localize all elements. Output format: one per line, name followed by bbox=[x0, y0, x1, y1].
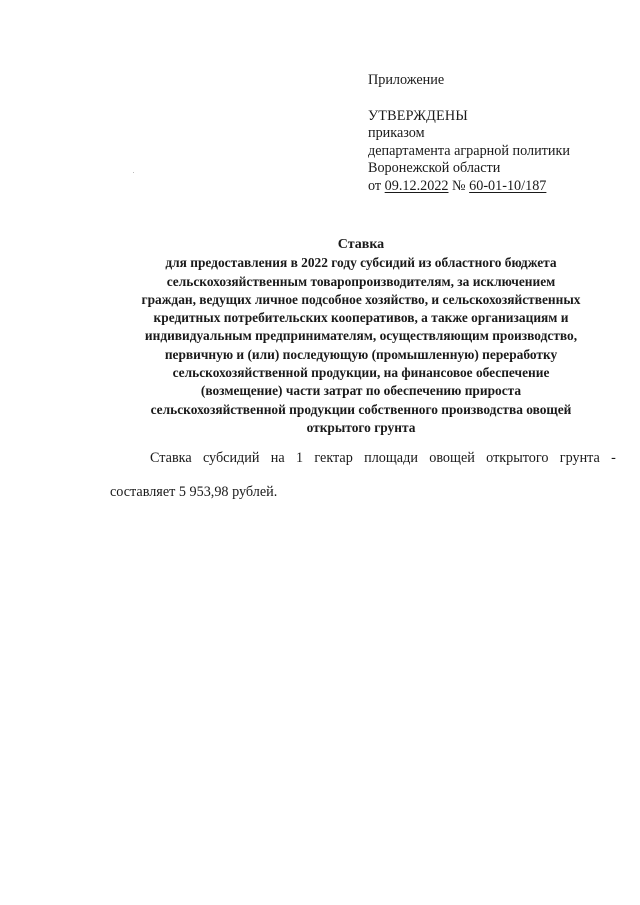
word: овощей bbox=[429, 450, 475, 466]
by-order-label: приказом bbox=[368, 125, 425, 141]
title-line: открытого грунта bbox=[306, 419, 416, 435]
paragraph-line-1 bbox=[110, 450, 616, 467]
word: - bbox=[611, 450, 616, 466]
word: субсидий bbox=[202, 450, 260, 466]
number-sign: № bbox=[452, 177, 466, 194]
title-line: для предоставления в 2022 году субсидий из областного бюджета bbox=[165, 255, 557, 271]
title-line: (возмещение) части затрат по обеспечению прироста bbox=[200, 383, 522, 399]
scan-speck bbox=[133, 172, 134, 173]
body-paragraph bbox=[110, 450, 616, 501]
title-line: сельскохозяйственной продукции, на финансовое обеспечение bbox=[172, 365, 550, 381]
word: Ставка bbox=[150, 450, 192, 466]
title-line: кредитных потребительских кооперативов, а также организациям и bbox=[153, 310, 569, 326]
word: открытого bbox=[486, 450, 549, 466]
approved-label: УТВЕРЖДЕНЫ bbox=[368, 107, 468, 124]
title-line: сельскохозяйственной продукции собственного производства овощей bbox=[150, 401, 572, 417]
appendix-label: Приложение bbox=[368, 72, 445, 88]
region-label: Воронежской области bbox=[368, 160, 501, 176]
word: площади bbox=[364, 450, 418, 466]
order-date-number bbox=[368, 178, 628, 196]
order-number: 60-01-10/187 bbox=[469, 177, 547, 194]
title-line: первичную и (или) последующую (промышленную) переработку bbox=[164, 346, 558, 362]
order-date: 09.12.2022 bbox=[384, 177, 449, 194]
paragraph-line-2: составляет 5 953,98 рублей. bbox=[110, 484, 278, 500]
title-heading: Ставка bbox=[337, 237, 385, 252]
word: гектар bbox=[314, 450, 353, 466]
title-line: индивидуальным предпринимателям, осуществляющим производство, bbox=[144, 328, 578, 344]
title-line: сельскохозяйственным товаропроизводителям, за исключением bbox=[166, 273, 556, 289]
document-title bbox=[92, 236, 630, 437]
word: на bbox=[270, 450, 285, 466]
word: 1 bbox=[295, 450, 304, 466]
word: грунта bbox=[559, 450, 600, 466]
date-prefix: от bbox=[368, 177, 382, 194]
approval-block bbox=[368, 72, 628, 195]
department-label: департамента аграрной политики bbox=[368, 142, 570, 159]
title-line: граждан, ведущих личное подсобное хозяйство, и сельскохозяйственных bbox=[141, 291, 581, 307]
